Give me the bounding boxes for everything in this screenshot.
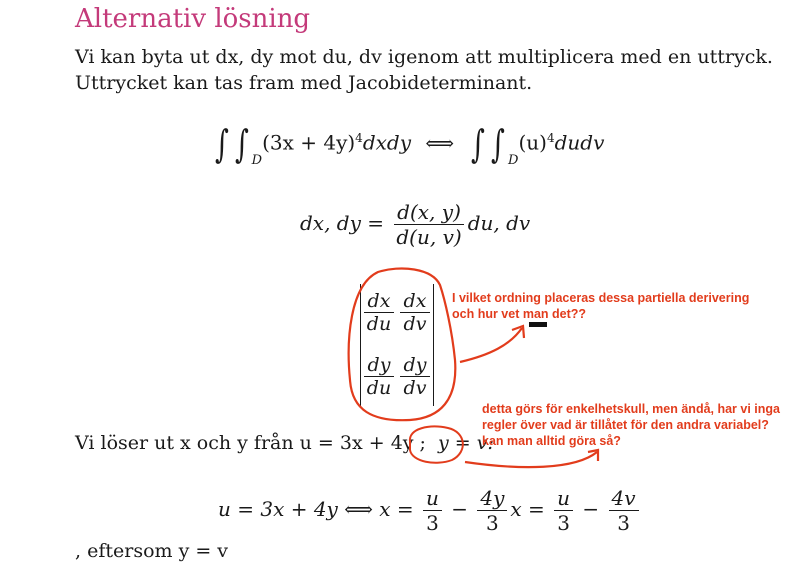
minus-sign: −	[582, 497, 600, 521]
domain-label: D	[508, 152, 519, 168]
entry-denominator: du	[366, 377, 392, 399]
left-exponent: 4	[355, 130, 363, 145]
footer-line: , eftersom y = v	[75, 540, 229, 562]
highlight-mark	[529, 322, 547, 327]
entry-numerator: dy	[364, 354, 394, 377]
annotation-2-line-2: regler över vad är tillåtet för den andra variabel?	[482, 418, 769, 432]
fraction-numerator: u	[423, 486, 442, 511]
intro-line-2: Uttrycket kan tas fram med Jacobideterminant.	[75, 72, 533, 94]
entry-numerator: dx	[364, 290, 394, 313]
iff-symbol: ⟺	[425, 130, 455, 155]
left-integrand: (3x + 4y)	[262, 130, 356, 155]
domain-label: D	[251, 152, 263, 168]
fraction-numerator: d(x, y)	[394, 200, 464, 225]
solve-text: Vi löser ut x och y från u = 3x + 4y ;	[75, 432, 426, 454]
boxed-substitution: y = v:	[438, 432, 494, 454]
minus-sign: −	[451, 497, 469, 521]
fraction-denominator: 3	[617, 511, 630, 535]
entry-denominator: dv	[403, 377, 427, 399]
determinant-circle	[349, 268, 456, 420]
entry-denominator: du	[366, 313, 392, 335]
section-heading: Alternativ lösning	[75, 4, 311, 34]
right-differential: dudv	[554, 130, 605, 155]
integral-sign: ∫	[234, 122, 249, 166]
annotation-1-line-2: och hur vet man det??	[452, 307, 587, 321]
annotation-2-line-1: detta görs för enkelhetskull, men ändå, har vi inga	[482, 402, 780, 416]
jacobian-rhs: du, dv	[467, 211, 531, 235]
fraction-numerator: u	[554, 486, 573, 511]
entry-denominator: dv	[403, 313, 427, 335]
substitution-circle	[410, 427, 463, 463]
arrow-2	[465, 452, 597, 467]
fraction-denominator: d(u, v)	[396, 225, 462, 249]
fraction-numerator: 4y	[477, 486, 507, 511]
annotation-2-line-3: kan man alltid göra så?	[482, 434, 621, 448]
jacobian-lhs: dx, dy =	[300, 211, 385, 235]
intro-line-1: Vi kan byta ut dx, dy mot du, dv igenom att multiplicera med en uttryck.	[75, 46, 773, 68]
eq3-mid: x =	[510, 497, 545, 521]
annotation-1-line-1: I vilket ordning placeras dessa partiella derivering	[452, 291, 750, 305]
fraction-denominator: 3	[557, 511, 570, 535]
integral-sign: ∫	[491, 122, 506, 166]
fraction-denominator: 3	[486, 511, 499, 535]
fraction-denominator: 3	[426, 511, 439, 535]
entry-numerator: dy	[400, 354, 430, 377]
integral-sign: ∫	[471, 122, 486, 166]
arrow-1	[460, 328, 522, 362]
right-integrand: (u)	[518, 130, 547, 155]
entry-numerator: dx	[400, 290, 430, 313]
left-differential: dxdy	[362, 130, 411, 155]
fraction-numerator: 4v	[609, 486, 639, 511]
right-exponent: 4	[546, 130, 555, 145]
eq3-lhs: u = 3x + 4y ⟺ x =	[218, 497, 414, 521]
integral-sign: ∫	[214, 122, 229, 166]
